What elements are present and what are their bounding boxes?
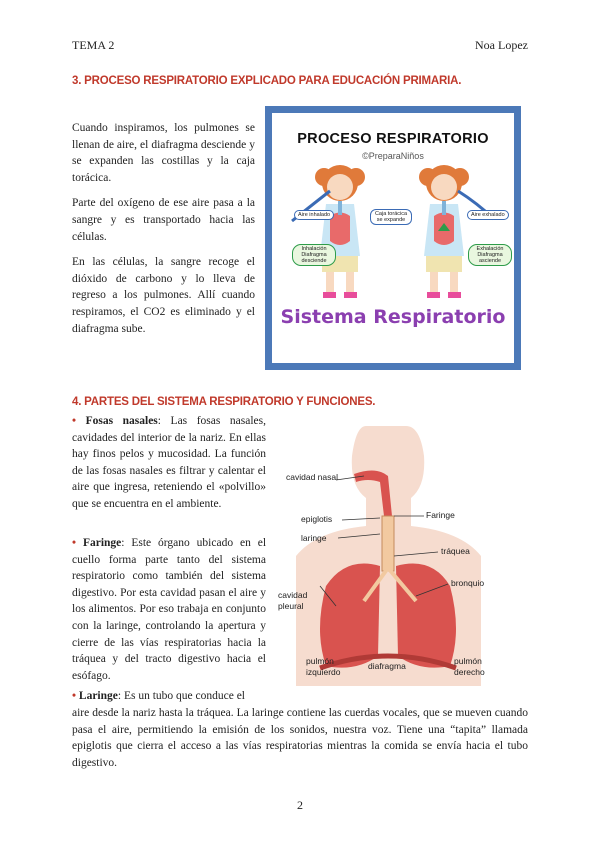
header-left: TEMA 2 [72, 38, 115, 52]
term-fosas-nasales: Fosas nasales [85, 415, 158, 427]
label-bronquio: bronquio [451, 578, 485, 588]
fosas-nasales-paragraph [72, 413, 266, 513]
laringe-paragraph-start [72, 688, 266, 705]
faringe-paragraph [72, 535, 266, 684]
label-epiglotis: epiglotis [301, 514, 333, 524]
page-number: 2 [297, 798, 303, 812]
fosas-nasales-text: : Las fosas nasales, cavidades del interior de la nariz. En ellas hay finos pelos y mucosidad. La función de las fosas nasales es filtrar y calentar el aire que ingresa, reteniendo el «polvillo» que se encuentra en el ambiente. [72, 415, 266, 510]
poster-title: PROCESO RESPIRATORIO [297, 131, 489, 147]
term-faringe: Faringe [82, 537, 122, 549]
poster-bottom-title: Sistema Respiratorio [280, 306, 506, 328]
faringe-text: : Este órgano ubicado en el cuello forma parte tanto del sistema respiratorio como también del sistema digestivo. Por esta cavidad pasan el aire y los alimentos. Por eso trabaja en conjunto con la laringe, controlando la apertura y cierre de las vías respiratorias hacia la tráquea y del tracto digestivo hacia el esófago. [72, 537, 267, 682]
section-4-title: 4. PARTES DEL SISTEMA RESPIRATORIO Y FUNCIONES. [72, 396, 376, 408]
section-3-paragraph-2: Parte del oxígeno de ese aire pasa a la sangre y es transportado hacia las células. [72, 197, 255, 243]
section-3-title: 3. PROCESO RESPIRATORIO EXPLICADO PARA EDUCACIÓN PRIMARIA. [72, 75, 462, 87]
tag-exhalacion: Exhalación Diafragma asciende [468, 244, 512, 266]
respiratory-poster-image [265, 106, 521, 370]
poster-canvas [272, 113, 514, 363]
girl-right-figure [419, 165, 469, 298]
tag-aire-inhalado: Aire inhalado [294, 210, 334, 220]
label-traquea: tráquea [441, 546, 470, 556]
section-3-paragraph-3: En las células, la sangre recoge el dióxido de carbono y lo lleva de regreso a los pulmones. Allí cuando respiramos, el CO2 es eliminado y el diafragma sube. [72, 256, 255, 335]
respiratory-anatomy-diagram [276, 416, 500, 686]
section-3-text [72, 120, 255, 337]
poster-brand: ©PreparaNiños [362, 151, 424, 161]
label-faringe: Faringe [426, 510, 455, 520]
children-illustration [272, 161, 514, 306]
girl-left-figure [315, 165, 365, 298]
label-diafragma: diafragma [368, 661, 406, 671]
header-right: Noa Lopez [475, 38, 528, 52]
label-cavidad-pleural-2: pleural [278, 601, 304, 611]
laringe-paragraph-rest: aire desde la nariz hasta la tráquea. La laringe contiene las cuerdas vocales, que se mueven cuando pasa el aire, permitiendo la emisión de los sonidos, nuestra voz. Tiene una “tapita” llamada epiglotis que cierra el acceso a las vías respiratorias mientras la comida se envía hacia el tubo digestivo. [72, 707, 528, 769]
bullet: • [72, 537, 77, 549]
label-cavidad-pleural-1: cavidad [278, 590, 308, 600]
term-laringe: Laringe [78, 690, 118, 702]
tag-caja-toracica: Caja torácica se expande [370, 209, 412, 225]
tag-inhalacion: Inhalación Diafragma desciende [292, 244, 336, 266]
label-pulmon-izquierdo-1: pulmón [306, 656, 334, 666]
label-pulmon-derecho-1: pulmón [454, 656, 482, 666]
tag-aire-exhalado: Aire exhalado [467, 210, 509, 220]
bullet: • [72, 415, 77, 427]
label-pulmon-derecho-2: derecho [454, 667, 485, 677]
label-pulmon-izquierdo-2: izquierdo [306, 667, 341, 677]
bullet: • [72, 690, 77, 702]
section-3-paragraph-1: Cuando inspiramos, los pulmones se llenan de aire, el diafragma desciende y se expanden las costillas y la caja torácica. [72, 122, 255, 184]
label-laringe: laringe [301, 533, 327, 543]
laringe-text-first: : Es un tubo que conduce el [117, 690, 245, 702]
label-cavidad-nasal: cavidad nasal [286, 472, 338, 482]
